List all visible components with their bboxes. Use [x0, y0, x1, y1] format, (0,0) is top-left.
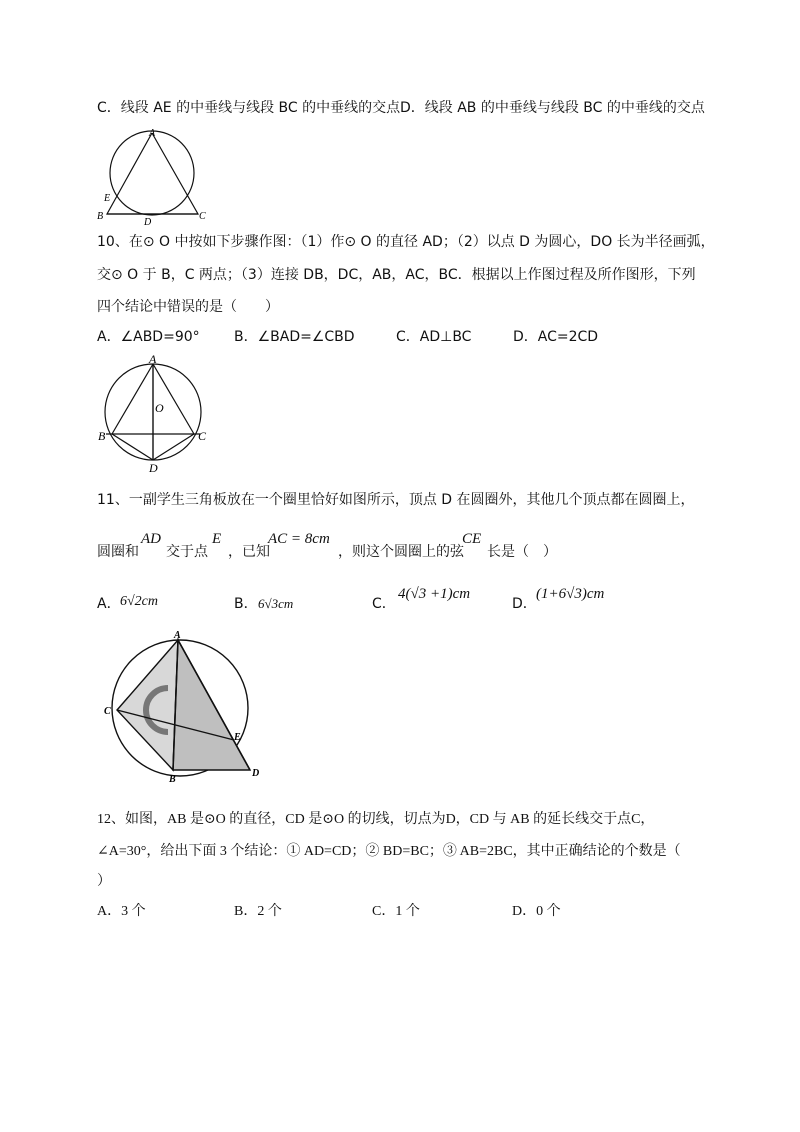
q10-circle-diameter-figure: [93, 352, 213, 474]
q11-option-c: 4(√3 +1)cm: [398, 586, 471, 602]
q10-label-d: D: [149, 461, 158, 474]
q11-option-b-label: B．: [234, 596, 258, 612]
q12-option-b: B．2 个: [234, 904, 282, 919]
q11-ac-value: AC = 8cm: [268, 531, 330, 547]
q11-stem-line2-part2: 交于点: [166, 544, 208, 560]
q10-line-ac: [153, 364, 194, 434]
q11-e-symbol: E: [212, 531, 222, 547]
q12-stem-line1: 12、如图，AB 是⊙O 的直径，CD 是⊙O 的切线，切点为D，CD 与 AB 的延长线交于点C，: [97, 812, 655, 827]
q11-set-squares-figure: [100, 628, 265, 783]
q10-label-a: A: [149, 352, 157, 366]
q10-line-db: [112, 434, 153, 460]
q10-stem-line3: 四个结论中错误的是（ ）: [97, 299, 279, 315]
q12-option-d: D．0 个: [512, 904, 561, 919]
q12-option-c: C．1 个: [372, 904, 420, 919]
q11-stem-line2-part1: 圆圈和: [97, 544, 139, 560]
q10-option-d: D．AC=2CD: [513, 329, 599, 345]
q11-label-e: E: [234, 732, 241, 743]
q9-label-e: E: [104, 193, 111, 204]
q11-option-a: 6√2cm: [120, 594, 159, 609]
q11-stem-line1: 11、一副学生三角板放在一个圈里恰好如图所示，顶点 D 在圆圈外，其他几个顶点都在圆圈上，: [97, 492, 695, 508]
q10-label-c: C: [198, 429, 207, 443]
q12-stem-line2: ∠A=30°，给出下面 3 个结论：① AD=CD；② BD=BC；③ AB=2BC，其中正确结论的个数是（: [97, 844, 681, 859]
q11-option-b: 6√3cm: [258, 596, 294, 611]
q10-label-o: O: [155, 401, 164, 415]
q11-option-d: (1+6√3)cm: [536, 586, 605, 602]
q11-option-a-label: A．: [97, 596, 121, 612]
q11-ce-symbol: CE: [462, 531, 482, 547]
q10-label-b: B: [98, 429, 106, 443]
q9-label-c: C: [199, 211, 206, 222]
q12-stem-line3: ）: [97, 874, 111, 889]
q11-stem-line2-part4: ，则这个圆圈上的弦: [338, 544, 464, 560]
q11-label-a: A: [174, 630, 181, 641]
q11-stem-line2-part5: 长是（ ）: [487, 544, 557, 560]
q10-stem-line2: 交⊙ O 于 B，C 两点；（3）连接 DB，DC，AB，AC，BC．根据以上作图过程及所作图形，下列: [97, 267, 696, 283]
q9-label-b: B: [97, 211, 104, 222]
q11-label-d: D: [252, 768, 260, 779]
q11-ad-symbol: AD: [141, 531, 161, 547]
q9-label-a: A: [149, 128, 156, 139]
q9-option-c: C．线段 AE 的中垂线与线段 BC 的中垂线的交点: [97, 100, 401, 116]
q9-label-d: D: [144, 217, 152, 227]
q10-stem-line1: 10、在⊙ O 中按如下步骤作图：（1）作⊙ O 的直径 AD；（2）以点 D 为圆心，DO 长为半径画弧，: [97, 234, 715, 250]
q11-option-d-label: D．: [512, 596, 537, 612]
q10-line-ab: [112, 364, 153, 434]
q11-label-c: C: [104, 706, 111, 717]
q11-option-c-label: C．: [372, 596, 396, 612]
q9-option-d: D．线段 AB 的中垂线与线段 BC 的中垂线的交点: [400, 100, 705, 116]
q10-option-a: A．∠ABD=90°: [97, 329, 200, 345]
q9-circle-triangle-figure: [95, 127, 210, 227]
q10-line-dc: [153, 434, 194, 460]
q11-stem-line2-part3: ，已知: [228, 544, 270, 560]
q10-option-b: B．∠BAD=∠CBD: [234, 329, 355, 345]
q9-circle: [110, 131, 194, 215]
q11-label-b: B: [169, 774, 176, 783]
q10-option-c: C．AD⊥BC: [396, 329, 472, 345]
q12-option-a: A．3 个: [97, 904, 146, 919]
